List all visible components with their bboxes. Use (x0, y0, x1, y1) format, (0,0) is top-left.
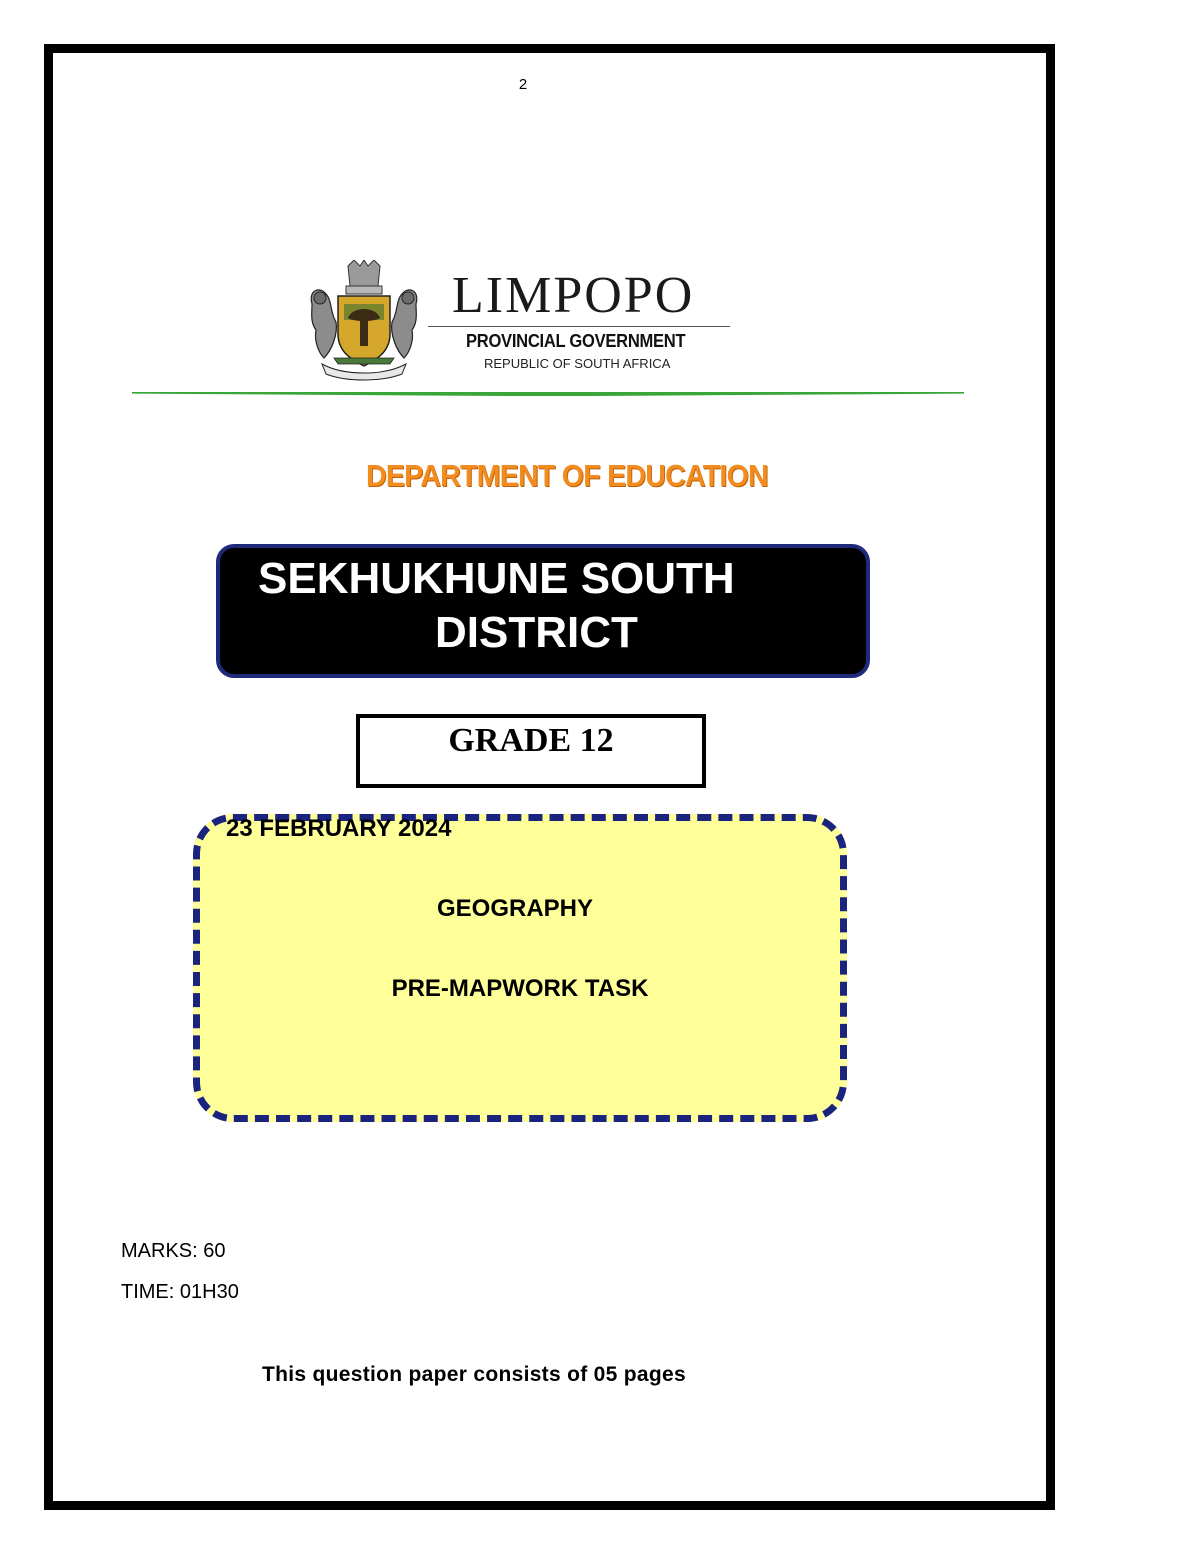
logo-subtitle: PROVINCIAL GOVERNMENT (466, 331, 686, 351)
grade-label: GRADE 12 (448, 722, 614, 759)
logo-divider (428, 326, 730, 327)
district-line-1: SEKHUKHUNE SOUTH (258, 554, 735, 603)
coat-of-arms-icon (304, 260, 424, 382)
task-name: PRE-MAPWORK TASK (391, 975, 649, 1002)
page-count-note: This question paper consists of 05 pages (262, 1363, 686, 1386)
page-number: 2 (518, 76, 528, 93)
district-banner (216, 544, 870, 678)
task-date: 23 FEBRUARY 2024 (226, 815, 452, 842)
logo-country: REPUBLIC OF SOUTH AFRICA (484, 356, 671, 371)
task-subject: GEOGRAPHY (436, 895, 594, 922)
logo-title: LIMPOPO (452, 267, 695, 324)
district-line-2: DISTRICT (435, 608, 638, 657)
time-label: TIME: 01H30 (121, 1281, 239, 1303)
marks-label: MARKS: 60 (121, 1240, 226, 1262)
department-title: DEPARTMENT OF EDUCATION (366, 458, 768, 493)
task-box (193, 814, 847, 1122)
grade-box (356, 714, 706, 788)
